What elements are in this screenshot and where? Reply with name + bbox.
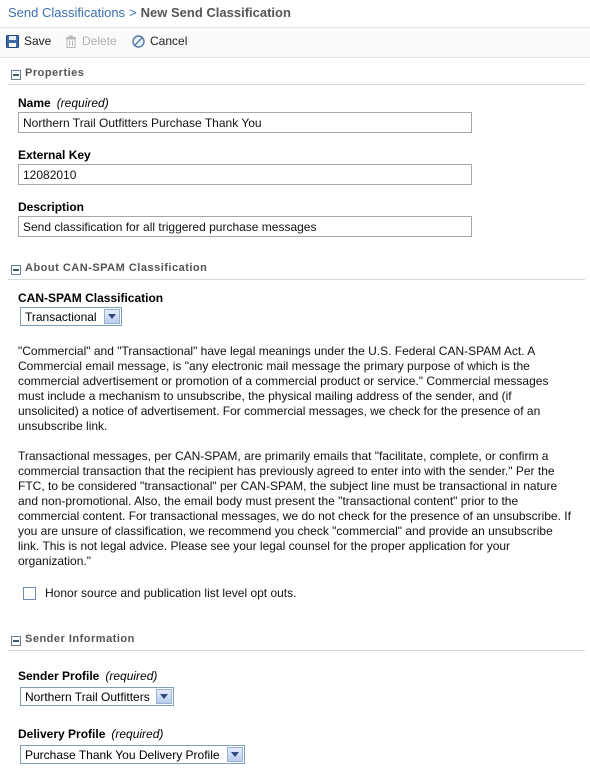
sender-profile-required-note: (required) xyxy=(105,669,158,683)
collapse-icon[interactable] xyxy=(11,265,21,275)
breadcrumb xyxy=(8,5,291,20)
delivery-profile-label xyxy=(18,727,163,741)
name-label-text: Name xyxy=(18,96,51,110)
save-icon xyxy=(6,35,19,48)
honor-optout-option[interactable] xyxy=(23,586,296,600)
sender-profile-select[interactable] xyxy=(20,687,174,706)
save-button[interactable] xyxy=(6,34,51,48)
properties-section-header[interactable] xyxy=(8,66,585,85)
cancel-icon xyxy=(132,35,145,48)
external-key-label: External Key xyxy=(18,148,91,162)
description-field[interactable] xyxy=(18,216,472,237)
save-button-label: Save xyxy=(24,34,52,48)
canspam-section-title: About CAN-SPAM Classification xyxy=(25,262,208,274)
transactional-explanation-text: Transactional messages, per CAN-SPAM, are primarily emails that "facilitate, complete, or confirm a commercial transaction that the recipient has previously agreed to enter into with the sender." Per the FTC, to be considered "transactional" per CAN-SPAM, the subject line must be transactional in nature and non-promotional. Also, the email body must present the "transactional content" prior to the commercial content. For transactional messages, we do not check for the presence of an unsubscribe. If you are unsure of classification, we recommend you check "commercial" and provide an unsubscribe link. This is not legal advice. Please see your legal counsel for the proper application for your organization." xyxy=(18,449,571,568)
collapse-icon[interactable] xyxy=(11,636,21,646)
sender-profile-label-text: Sender Profile xyxy=(18,669,100,683)
delivery-profile-required-note: (required) xyxy=(111,727,164,741)
breadcrumb-link-send-classifications[interactable]: Send Classifications xyxy=(8,5,126,20)
name-label xyxy=(18,96,109,110)
delivery-profile-value: Purchase Thank You Delivery Profile xyxy=(25,747,220,762)
name-field[interactable] xyxy=(18,112,472,133)
name-required-note: (required) xyxy=(56,96,109,110)
delivery-profile-select[interactable] xyxy=(20,745,245,764)
external-key-field[interactable] xyxy=(18,164,472,185)
commercial-explanation-text: "Commercial" and "Transactional" have legal meanings under the U.S. Federal CAN-SPAM Act. A Commercial email message, is "any electronic mail message the primary purpose of which is the commercial advertisement or promotion of a commercial product or service." Commercial messages must include a mechanism to unsubscribe, the physical mailing address of the sender, and (if unsolicited) a notice of advertisement. For commercial messages, we check for the presence of an unsubscribe link. xyxy=(18,344,549,433)
page-title: New Send Classification xyxy=(140,5,291,20)
sender-profile-value: Northern Trail Outfitters xyxy=(25,689,150,704)
canspam-section-header[interactable] xyxy=(8,261,585,280)
sender-profile-label xyxy=(18,669,157,683)
toolbar xyxy=(0,27,590,58)
delete-button[interactable] xyxy=(65,34,117,48)
cancel-button[interactable] xyxy=(132,34,187,48)
sender-section-header[interactable] xyxy=(8,632,585,651)
sender-section-title: Sender Information xyxy=(25,633,135,645)
trash-icon xyxy=(65,35,77,48)
canspam-classification-value: Transactional xyxy=(25,309,97,324)
delivery-profile-label-text: Delivery Profile xyxy=(18,727,106,741)
properties-section-title: Properties xyxy=(25,67,85,79)
chevron-down-icon[interactable] xyxy=(104,309,120,324)
honor-optout-label[interactable]: Honor source and publication list level opt outs. xyxy=(45,586,297,600)
delete-button-label: Delete xyxy=(82,34,117,48)
chevron-down-icon[interactable] xyxy=(227,747,243,762)
description-label: Description xyxy=(18,200,85,214)
cancel-button-label: Cancel xyxy=(150,34,188,48)
breadcrumb-separator: > xyxy=(129,5,137,20)
collapse-icon[interactable] xyxy=(11,70,21,80)
canspam-classification-select[interactable] xyxy=(20,307,122,326)
canspam-classification-label: CAN-SPAM Classification xyxy=(18,291,164,305)
chevron-down-icon[interactable] xyxy=(156,689,172,704)
honor-optout-checkbox[interactable] xyxy=(23,587,36,600)
